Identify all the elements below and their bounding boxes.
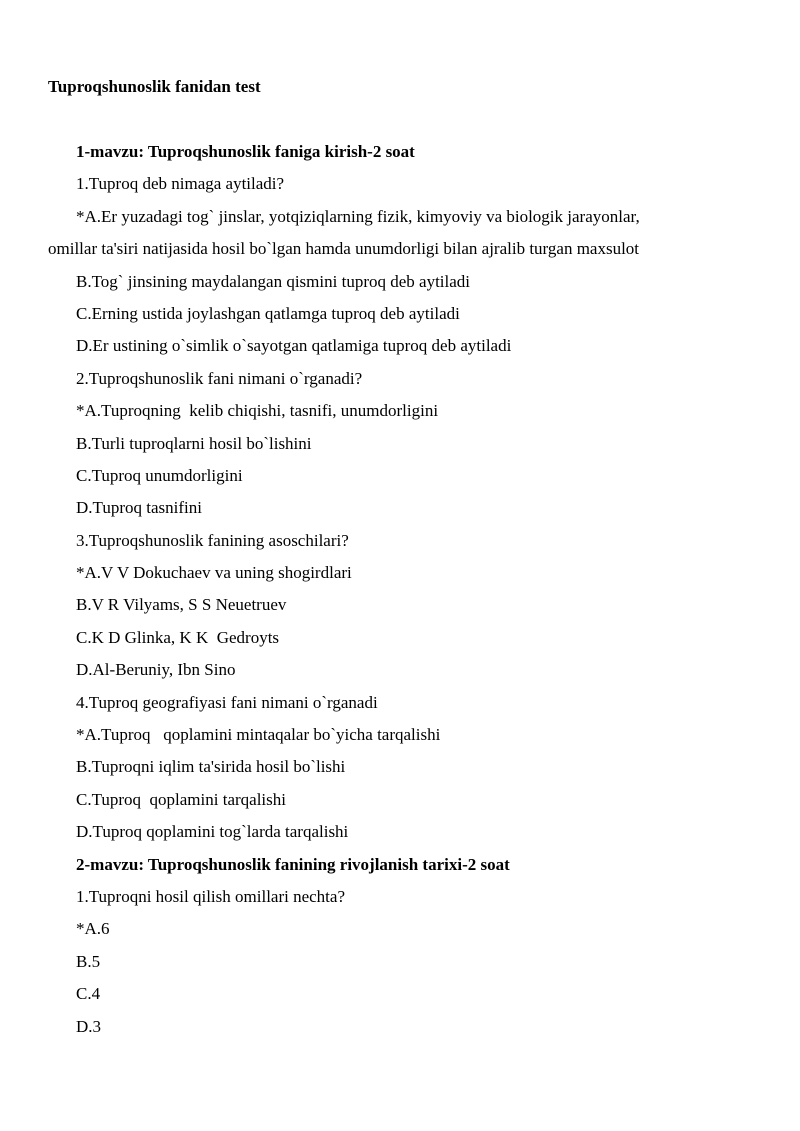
answer-option-a-line-1: *A.Er yuzadagi tog` jinslar, yotqiziqlarning fizik, kimyoviy va biologik jarayonlar, xyxy=(76,206,640,226)
answer-option-d: D.Tuproq tasnifini xyxy=(76,498,202,518)
answer-option-a: *A.V V Dokuchaev va uning shogirdlari xyxy=(76,563,352,583)
answer-option-c: C.K D Glinka, K K Gedroyts xyxy=(76,627,280,647)
answer-option-c: C.Tuproq qoplamini tarqalishi xyxy=(76,789,286,809)
answer-option-c: C.4 xyxy=(76,984,101,1004)
document-title: Tuproqshunoslik fanidan test xyxy=(48,77,261,96)
answer-option-a-line-2: omillar ta'siri natijasida hosil bo`lgan hamda unumdorligi bilan ajralib turgan maxsulot xyxy=(48,239,640,259)
question-text: 1.Tuproq deb nimaga aytiladi? xyxy=(76,174,285,194)
answer-option-b: B.Tuproqni iqlim ta'sirida hosil bo`lishi xyxy=(76,757,346,777)
answer-option-b: B.V R Vilyams, S S Neuetruev xyxy=(76,595,287,615)
question-text: 3.Tuproqshunoslik fanining asoschilari? xyxy=(76,530,349,550)
answer-option-d: D.Al-Beruniy, Ibn Sino xyxy=(76,660,236,680)
answer-option-a xyxy=(48,201,708,266)
answer-option-a: *A.6 xyxy=(76,919,110,939)
answer-option-d: D.Tuproq qoplamini tog`larda tarqalishi xyxy=(76,822,349,842)
answer-option-c: C.Erning ustida joylashgan qatlamga tuproq deb aytiladi xyxy=(76,303,460,323)
answer-option-d: D.3 xyxy=(76,1016,102,1036)
question-text: 2.Tuproqshunoslik fani nimani o`rganadi? xyxy=(76,368,363,388)
document-body xyxy=(48,142,708,1049)
section-heading: 1-mavzu: Tuproqshunoslik faniga kirish-2 soat xyxy=(76,142,415,161)
answer-option-a: *A.Tuproq qoplamini mintaqalar bo`yicha tarqalishi xyxy=(76,725,441,745)
answer-option-b: B.Turli tuproqlarni hosil bo`lishini xyxy=(76,433,312,453)
answer-option-a: *A.Tuproqning kelib chiqishi, tasnifi, unumdorligini xyxy=(76,401,439,421)
question-text: 4.Tuproq geografiyasi fani nimani o`rganadi xyxy=(76,692,378,712)
answer-option-b: B.5 xyxy=(76,951,101,971)
answer-option-c: C.Tuproq unumdorligini xyxy=(76,465,243,485)
question-text: 1.Tuproqni hosil qilish omillari nechta? xyxy=(76,887,345,906)
section-heading: 2-mavzu: Tuproqshunoslik fanining rivojlanish tarixi-2 soat xyxy=(76,854,510,874)
answer-option-b: B.Tog` jinsining maydalangan qismini tuproq deb aytiladi xyxy=(76,271,471,291)
answer-option-d: D.Er ustining o`simlik o`sayotgan qatlamiga tuproq deb aytiladi xyxy=(76,336,512,356)
